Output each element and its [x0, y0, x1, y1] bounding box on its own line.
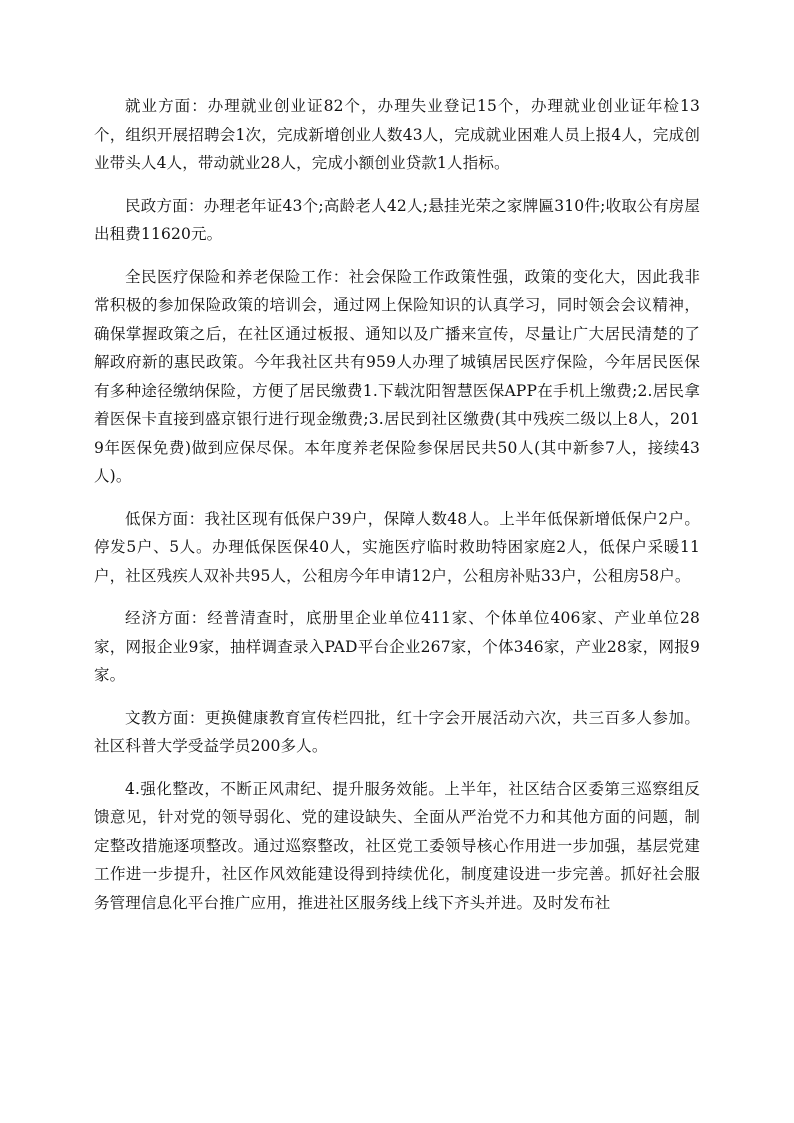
paragraph-employment: 就业方面：办理就业创业证82个，办理失业登记15个，办理就业创业证年检13个，组织开展招聘会1次，完成新增创业人数43人，完成就业困难人员上报4人，完成创业带头人4人，带动就业28人，完成小额创业贷款1人指标。	[94, 97, 700, 172]
paragraph-rectification: 4.强化整改，不断正风肃纪、提升服务效能。上半年，社区结合区委第三巡察组反馈意见，针对党的领导弱化、党的建设缺失、全面从严治党不力和其他方面的问题，制定整改措施逐项整改。通过巡察整改，社区党工委领导核心作用进一步加强，基层党建工作进一步提升，社区作风效能建设得到持续优化，制度建设进一步完善。抓好社会服务管理信息化平台推广应用，推进社区服务线上线下齐头并进。及时发布社	[94, 779, 700, 912]
paragraph-culture-education: 文教方面：更换健康教育宣传栏四批，红十字会开展活动六次，共三百多人参加。社区科普大学受益学员200多人。	[94, 708, 700, 755]
paragraph-economy: 经济方面：经普清查时，底册里企业单位411家、个体单位406家、产业单位28家，网报企业9家，抽样调查录入PAD平台企业267家，个体346家，产业28家，网报9家。	[94, 609, 700, 684]
paragraph-insurance: 全民医疗保险和养老保险工作：社会保险工作政策性强，政策的变化大，因此我非常积极的参加保险政策的培训会，通过网上保险知识的认真学习，同时领会会议精神，确保掌握政策之后，在社区通过板报、通知以及广播来宣传，尽量让广大居民清楚的了解政府新的惠民政策。今年我社区共有959人办理了城镇居民医疗保险，今年居民医保有多种途径缴纳保险，方便了居民缴费1.下载沈阳智慧医保APP在手机上缴费;2.居民拿着医保卡直接到盛京银行进行现金缴费;3.居民到社区缴费(其中残疾二级以上8人，2019年医保免费)做到应保尽保。本年度养老保险参保居民共50人(其中新参7人，接续43人)。	[94, 267, 700, 485]
paragraph-subsistence-allowance: 低保方面：我社区现有低保户39户，保障人数48人。上半年低保新增低保户2户。停发5户、5人。办理低保医保40人，实施医疗临时救助特困家庭2人，低保户采暖11户，社区残疾人双补共95人，公租房今年申请12户，公租房补贴33户，公租房58户。	[94, 509, 700, 585]
paragraph-civil-affairs: 民政方面：办理老年证43个;高龄老人42人;悬挂光荣之家牌匾310件;收取公有房屋出租费11620元。	[94, 196, 700, 243]
document-page	[94, 92, 700, 931]
